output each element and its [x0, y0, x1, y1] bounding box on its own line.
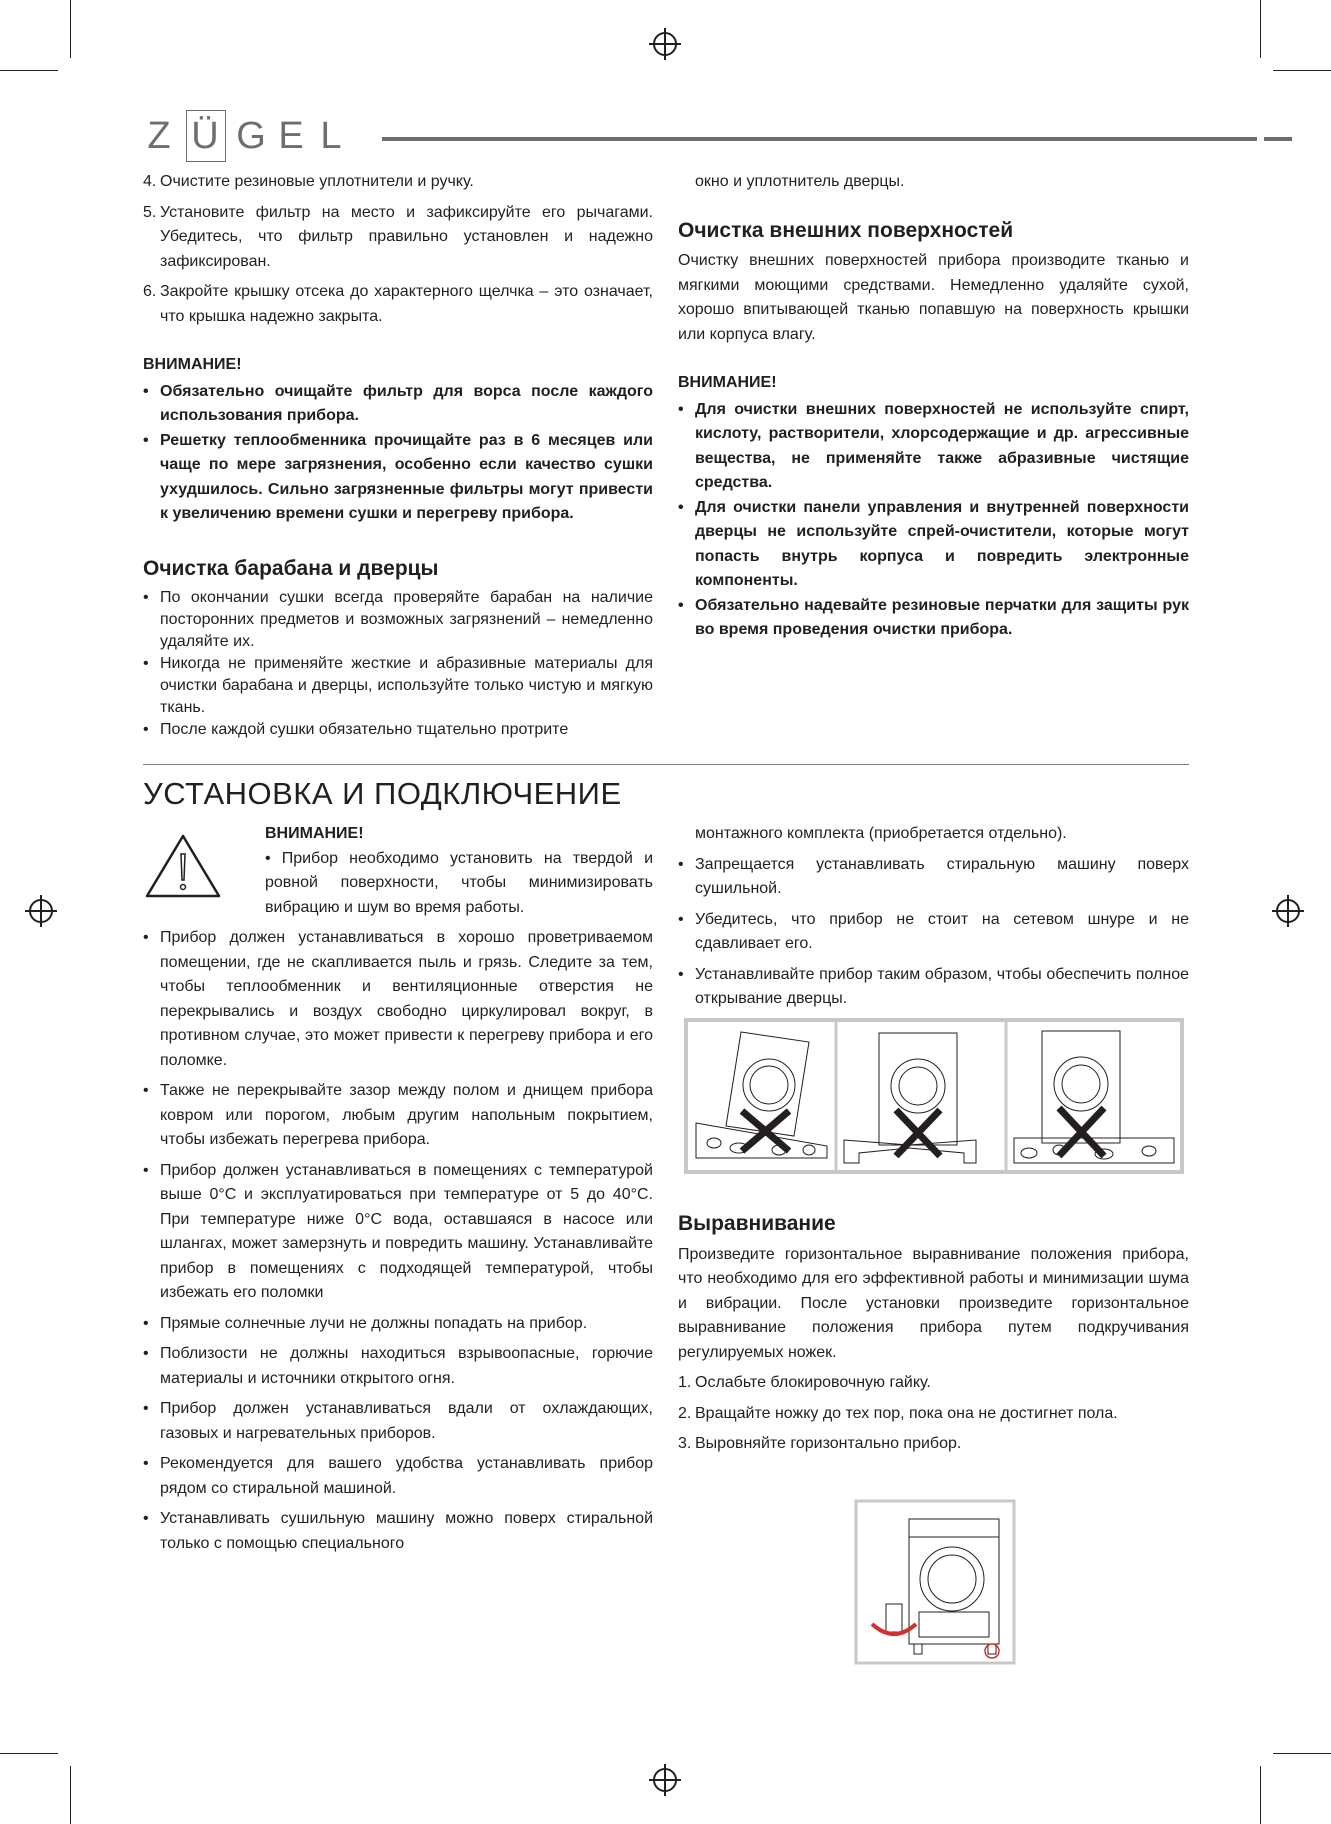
exterior-cleaning-text: Очистку внешних поверхностей прибора производите тканью и мягкими моющими средствами. Немедленно удаляйте сухой, хорошо впитывающей тканью попавшую на поверхность крышки или корпуса влагу. — [678, 252, 1189, 343]
warning-item: • Для очистки панели управления и внутренней поверхности дверцы не используйте спрей-очистители, которые могут попасть внутрь корпуса и повредить электронные компоненты. — [678, 498, 1189, 589]
bullet-item: • По окончании сушки всегда проверяйте барабан на наличие посторонних предметов и возможных загрязнений – немедленно удаляйте их. — [143, 589, 653, 650]
leveling-text: Произведите горизонтальное выравнивание положения прибора, что необходимо для его эффективной работы и минимизации шума и вибрации. После установки произведите горизонтальное выравнивание положения прибора путем подкручивания регулируемых ножек. — [678, 1245, 1189, 1361]
step-number: 3. — [678, 1435, 692, 1452]
step-text: Закройте крышку отсека до характерного щелчка – это означает, что крышка надежно закрыта. — [160, 283, 653, 325]
brand-logo — [140, 110, 352, 162]
warning-text: Решетку теплообменника прочищайте раз в 6 месяцев или чаще по мере загрязнения, особенно если качество сушки ухудшилось. Сильно загрязненные фильтры могут привести к увеличению времени сушки и перегреву прибора. — [160, 431, 653, 522]
bullet-text: После каждой сушки обязательно тщательно протрите — [160, 721, 569, 738]
crop-mark — [1260, 1766, 1261, 1824]
bullet-item: • Никогда не применяйте жесткие и абразивные материалы для очистки барабана и дверцы, используйте только чистую и мягкую ткань. — [143, 655, 653, 716]
bullet-text: Прямые солнечные лучи не должны попадать на прибор. — [160, 1314, 588, 1332]
logo-letter: L — [320, 114, 344, 157]
bullet-text: Устанавливать сушильную машину можно поверх стиральной только с помощью специального — [160, 1510, 653, 1552]
step-number: 4. — [143, 173, 157, 190]
bullet-item: • После каждой сушки обязательно тщательно протрите — [143, 721, 569, 738]
crop-mark — [1273, 70, 1331, 71]
crop-mark — [1273, 1753, 1331, 1754]
step-item — [143, 201, 653, 275]
header-rule — [1264, 137, 1292, 141]
section-divider — [143, 764, 1189, 765]
soft-floor-machine-icon — [1014, 1031, 1174, 1163]
warning-heading: ВНИМАНИЕ! — [678, 374, 777, 391]
warning-item: • Для очистки внешних поверхностей не используйте спирт, кислоту, растворители, хлорсодержащие и др. агрессивные вещества, не применяйте также абразивные чистящие средства. — [678, 400, 1189, 491]
step-text: Вращайте ножку до тех пор, пока она не достигнет пола. — [695, 1404, 1118, 1422]
registration-mark-icon — [653, 1768, 677, 1792]
crop-mark — [70, 1766, 71, 1824]
logo-letter: G — [236, 114, 268, 157]
section-title: УСТАНОВКА И ПОДКЛЮЧЕНИЕ — [143, 776, 622, 811]
top-right-column — [678, 170, 1189, 643]
top-left-column — [143, 170, 653, 741]
bullet-text: Прибор должен устанавливаться в хорошо проветриваемом помещении, где не скапливается пыль и грязь. Следите за тем, чтобы теплообменник и вентиляционные отверстия не перекрывались и воздух свободно циркулировал вокруг, в противном случае, это может привести к перегреву прибора и его поломке. — [160, 929, 653, 1069]
bullet-text: Устанавливайте прибор таким образом, чтобы обеспечить полное открывание дверцы. — [695, 965, 1189, 1007]
crop-mark — [0, 70, 58, 71]
bullet-text: Никогда не применяйте жесткие и абразивные материалы для очистки барабана и дверцы, используйте только чистую и мягкую ткань. — [160, 655, 653, 716]
bullet-item: • Устанавливайте прибор таким образом, чтобы обеспечить полное открывание дверцы. — [678, 965, 1189, 1007]
registration-mark-icon — [653, 32, 677, 56]
step-text: Выровняйте горизонтально прибор. — [695, 1435, 962, 1452]
warning-text: Для очистки внешних поверхностей не используйте спирт, кислоту, растворители, хлорсодержащие и др. агрессивные вещества, не применяйте также абразивные чистящие средства. — [695, 400, 1189, 491]
step-item — [678, 1432, 1189, 1457]
step-number: 5. — [143, 203, 157, 221]
logo-letter: E — [278, 114, 306, 157]
step-text: Очистите резиновые уплотнители и ручку. — [160, 173, 474, 190]
bullet-text: Также не перекрывайте зазор между полом и днищем прибора ковром или порогом, любым другим напольным покрытием, чтобы избежать перегрева прибора. — [160, 1082, 653, 1148]
step-item — [678, 1402, 1189, 1427]
bullet-text: По окончании сушки всегда проверяйте барабан на наличие посторонних предметов и возможных загрязнений – немедленно удаляйте их. — [160, 589, 653, 650]
bullet-text: Поблизости не должны находиться взрывоопасные, горючие материалы и источники открытого огня. — [160, 1345, 653, 1387]
continuation-text: окно и уплотнитель дверцы. — [695, 173, 905, 190]
warning-item: • Обязательно надевайте резиновые перчатки для защиты рук во время проведения очистки прибора. — [678, 596, 1189, 638]
bottom-left-column — [143, 822, 653, 1562]
warning-text: • Прибор необходимо установить на твердой и ровной поверхности, чтобы минимизировать вибрацию и шум во время работы. — [265, 849, 653, 916]
warning-item: • Обязательно очищайте фильтр для ворса после каждого использования прибора. — [143, 382, 653, 424]
warning-heading: ВНИМАНИЕ! — [265, 825, 364, 842]
step-text: Установите фильтр на место и зафиксируйте его рычагами. Убедитесь, что фильтр правильно установлен и надежно зафиксирован. — [160, 203, 653, 270]
leveling-feet-illustration — [854, 1499, 1016, 1665]
continuation-text: монтажного комплекта (приобретается отдельно). — [695, 825, 1067, 842]
step-item — [678, 1371, 1189, 1396]
exterior-cleaning-heading: Очистка внешних поверхностей — [678, 218, 1014, 242]
bullet-text: Запрещается устанавливать стиральную машину поверх сушильной. — [695, 855, 1189, 897]
registration-mark-icon — [29, 899, 53, 923]
bottom-right-column — [678, 822, 1189, 1018]
warning-text: Обязательно очищайте фильтр для ворса после каждого использования прибора. — [160, 382, 653, 424]
step-item — [143, 280, 653, 329]
warning-item: • Решетку теплообменника прочищайте раз в 6 месяцев или чаще по мере загрязнения, особенно если качество сушки ухудшилось. Сильно загрязненные фильтры могут привести к увеличению времени сушки и перегреву прибора. — [143, 431, 653, 522]
drum-cleaning-heading: Очистка барабана и дверцы — [143, 556, 439, 580]
bullet-item: • Устанавливать сушильную машину можно поверх стиральной только с помощью специального — [143, 1510, 653, 1552]
uneven-floor-machine-icon — [844, 1033, 976, 1163]
crop-mark — [1260, 0, 1261, 58]
bullet-text: Убедитесь, что прибор не стоит на сетевом шнуре и не сдавливает его. — [695, 910, 1189, 952]
crop-mark — [70, 0, 71, 58]
bullet-item: • Запрещается устанавливать стиральную машину поверх сушильной. — [678, 855, 1189, 897]
step-text: Ослабьте блокировочную гайку. — [695, 1374, 931, 1391]
bullet-item: • Рекомендуется для вашего удобства устанавливать прибор рядом со стиральной машиной. — [143, 1455, 653, 1497]
logo-letter: Z — [147, 114, 173, 157]
bullet-item: • Прибор должен устанавливаться в помещениях с температурой выше 0°С и эксплуатироваться при температуре от 5 до 40°С. При температуре ниже 0°С вода, оставшаяся в насосе или шлангах, может замерзнуть и повредить машину. Устанавливайте прибор в помещениях с подходящей температурой, чтобы избежать его поломки — [143, 1161, 653, 1301]
leveling-heading: Выравнивание — [678, 1212, 836, 1235]
installation-surfaces-illustration — [684, 1018, 1184, 1174]
bullet-item: • Прямые солнечные лучи не должны попадать на прибор. — [143, 1314, 588, 1332]
step-number: 6. — [143, 283, 157, 300]
warning-heading: ВНИМАНИЕ! — [143, 356, 242, 373]
bullet-text: Рекомендуется для вашего удобства устанавливать прибор рядом со стиральной машиной. — [160, 1455, 653, 1497]
registration-mark-icon — [1276, 899, 1300, 923]
leveling-section — [678, 1212, 1189, 1463]
bullet-item: • Также не перекрывайте зазор между полом и днищем прибора ковром или порогом, любым другим напольным покрытием, чтобы избежать перегрева прибора. — [143, 1082, 653, 1148]
header-rule — [382, 137, 1257, 141]
bullet-text: Прибор должен устанавливаться в помещениях с температурой выше 0°С и эксплуатироваться при температуре от 5 до 40°С. При температуре ниже 0°С вода, оставшаяся в насосе или шлангах, может замерзнуть и повредить машину. Устанавливайте прибор в помещениях с подходящей температурой, чтобы избежать его поломки — [160, 1161, 653, 1301]
warning-text: Для очистки панели управления и внутренней поверхности дверцы не используйте спрей-очистители, которые могут попасть внутрь корпуса и повредить электронные компоненты. — [695, 498, 1189, 589]
bullet-item: • Прибор должен устанавливаться вдали от охлаждающих, газовых и нагревательных приборов. — [143, 1400, 653, 1442]
step-item — [143, 170, 653, 195]
crop-mark — [0, 1753, 58, 1754]
bullet-item: • Убедитесь, что прибор не стоит на сетевом шнуре и не сдавливает его. — [678, 910, 1189, 952]
bullet-item: • Прибор должен устанавливаться в хорошо проветриваемом помещении, где не скапливается пыль и грязь. Следите за тем, чтобы теплообменник и вентиляционные отверстия не перекрывались и воздух свободно циркулировал вокруг, в противном случае, это может привести к перегреву прибора и его поломке. — [143, 929, 653, 1069]
warning-text: Обязательно надевайте резиновые перчатки для защиты рук во время проведения очистки прибора. — [695, 596, 1189, 638]
bullet-item: • Поблизости не должны находиться взрывоопасные, горючие материалы и источники открытого огня. — [143, 1345, 653, 1387]
step-number: 1. — [678, 1374, 692, 1391]
tilted-machine-icon — [696, 1032, 827, 1158]
bullet-text: Прибор должен устанавливаться вдали от охлаждающих, газовых и нагревательных приборов. — [160, 1400, 653, 1442]
logo-letter: Ü — [186, 110, 226, 162]
step-number: 2. — [678, 1404, 692, 1422]
